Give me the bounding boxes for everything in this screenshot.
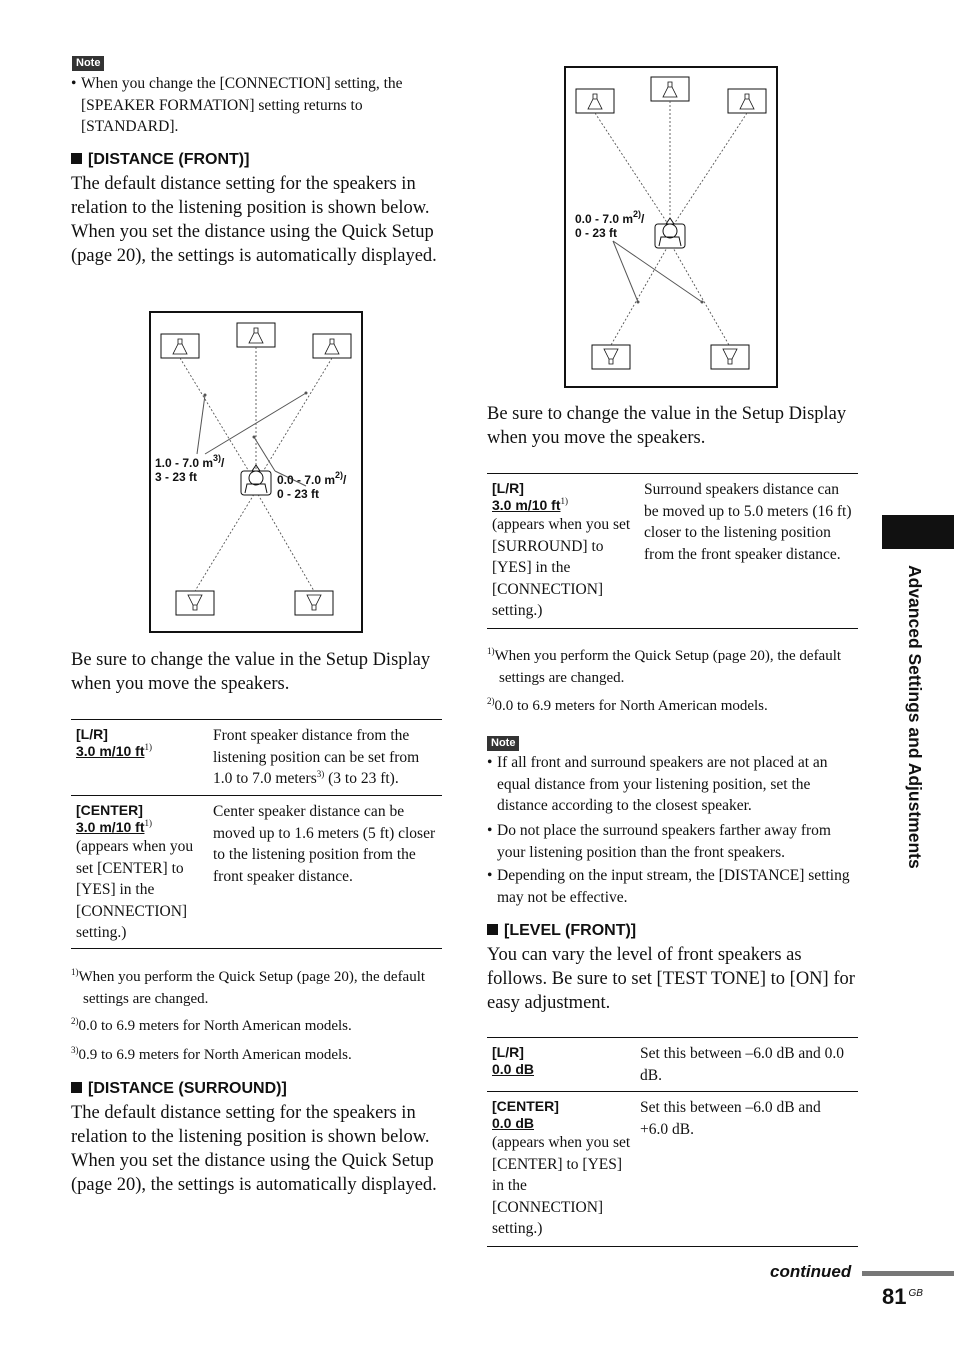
surround-right-speaker-icon (295, 591, 333, 615)
table-row (487, 1038, 858, 1091)
footnote-text: When you perform the Quick Setup (page 20), the default settings are changed. (494, 648, 842, 686)
front-distance-table (71, 719, 442, 949)
level-front-table (487, 1037, 858, 1247)
setting-default: 3.0 m/10 ft (492, 497, 561, 513)
heading-square-icon (487, 924, 498, 935)
setting-label: [CENTER] (76, 802, 143, 818)
surround-distance-table (487, 473, 858, 629)
row-setting (76, 726, 208, 760)
paragraph-level: You can vary the level of front speakers as follows. Be sure to set [TEST TONE] to [ON] for easy adjustment. (487, 945, 855, 1013)
paragraph-change-front: Be sure to change the value in the Setup Display when you move the speakers. (71, 650, 431, 694)
sup: 2) (335, 470, 344, 480)
row-description: Surround speakers distance can be moved up to 5.0 meters (16 ft) closer to the listening position from the front speaker distance. (644, 481, 852, 563)
row-description: Set this between –6.0 dB and +6.0 dB. (640, 1099, 821, 1138)
table-row (71, 795, 442, 947)
heading-square-icon (71, 153, 82, 164)
row-description: Center speaker distance can be moved up to 1.6 meters (5 ft) closer to the listening position from the front speaker distance. (213, 803, 436, 885)
sup: 1) (560, 496, 568, 506)
footnote-2 (487, 696, 861, 718)
footnote-2 (71, 1016, 443, 1038)
footnote-text: 0.0 to 6.9 meters for North American models. (494, 698, 768, 714)
table-row (487, 1091, 858, 1245)
footnote-3 (71, 1045, 443, 1067)
side-tab-block (882, 515, 954, 549)
surround-range-label (575, 209, 645, 240)
sup: 2) (633, 209, 642, 219)
side-tab-label: Advanced Settings and Adjustments (905, 565, 925, 869)
page-number (882, 1284, 923, 1310)
note-bullet: • Do not place the surround speakers farther away from your listening position than the front speakers. (487, 820, 863, 863)
paragraph-front: The default distance setting for the speakers in relation to the listening position is shown below. When you set the distance using the Quick Setup (page 20), the settings is automatically displayed. (71, 174, 437, 266)
range-text: 0 - 23 ft (277, 487, 320, 501)
heading-distance-front (71, 150, 249, 170)
row-description: Set this between –6.0 dB and 0.0 dB. (640, 1045, 845, 1084)
note-bullet: • When you change the [CONNECTION] setting, the [SPEAKER FORMATION] setting returns to [STANDARD]. (71, 73, 451, 138)
desc-text: Front speaker distance from the listening position can be set from 1.0 to 7.0 meters (213, 727, 420, 787)
setting-label: [L/R] (76, 726, 108, 742)
setting-label: [L/R] (492, 480, 524, 496)
row-description (213, 725, 439, 790)
table-row (71, 720, 442, 795)
note-bullet: • Depending on the input stream, the [DISTANCE] setting may not be effective. (487, 865, 863, 908)
setting-note: (appears when you set [CENTER] to [YES] in the [CONNECTION] setting.) (76, 838, 194, 941)
heading-text: [DISTANCE (SURROUND)] (88, 1080, 287, 1097)
range-slash: / (221, 456, 225, 470)
range-text: 3 - 23 ft (155, 470, 198, 484)
setting-label: [CENTER] (492, 1098, 559, 1114)
footnote-text: 0.0 to 6.9 meters for North American models. (78, 1018, 352, 1034)
setting-note: (appears when you set [SURROUND] to [YES] in the [CONNECTION] setting.) (492, 516, 631, 619)
setting-default: 0.0 dB (492, 1061, 535, 1077)
front-lr-range-label (155, 453, 225, 484)
range-slash: / (641, 212, 645, 226)
sup: 3) (71, 1045, 79, 1055)
sup: 1) (144, 818, 152, 828)
paragraph-change-surround: Be sure to change the value in the Setup Display when you move the speakers. (487, 404, 847, 448)
sup: 2) (487, 696, 495, 706)
sup: 2) (71, 1016, 79, 1026)
row-setting (492, 1044, 634, 1078)
center-speaker-icon (237, 323, 275, 347)
surround-left-speaker-icon (592, 345, 630, 369)
page-number-text: 81 (882, 1284, 907, 1309)
note-tag: Note (72, 56, 104, 71)
heading-text: [DISTANCE (FRONT)] (88, 151, 250, 168)
footnote-1 (487, 646, 861, 689)
heading-level-front (487, 921, 636, 941)
surround-left-speaker-icon (176, 591, 214, 615)
front-center-range-label (277, 470, 347, 501)
desc-text: (3 to 23 ft). (324, 770, 399, 787)
footnote-1 (71, 967, 443, 1010)
front-left-speaker-icon (161, 334, 199, 358)
setting-label: [L/R] (492, 1044, 524, 1060)
setting-default: 3.0 m/10 ft (76, 819, 145, 835)
sup: 3) (213, 453, 222, 463)
row-setting (492, 480, 640, 622)
sup: 1) (487, 646, 495, 656)
continued-label: continued (770, 1262, 852, 1281)
sup: 3) (316, 769, 325, 779)
setting-note: (appears when you set [CENTER] to [YES] in the [CONNECTION] setting.) (492, 1134, 631, 1237)
sup: 1) (71, 967, 79, 977)
continued-bar (862, 1271, 954, 1276)
front-left-speaker-icon (576, 89, 614, 113)
setting-default: 0.0 dB (492, 1115, 535, 1131)
table-row (487, 474, 858, 628)
heading-distance-surround (71, 1079, 287, 1099)
surround-right-speaker-icon (711, 345, 749, 369)
paragraph-surround: The default distance setting for the speakers in relation to the listening position is shown below. When you set the distance using the Quick Setup (page 20), the settings is automatically displayed. (71, 1103, 437, 1195)
row-setting (76, 802, 208, 944)
range-slash: / (343, 473, 347, 487)
setting-default: 3.0 m/10 ft (76, 743, 145, 759)
heading-square-icon (71, 1082, 82, 1093)
note-bullet: • If all front and surround speakers are not placed at an equal distance from your listening position, set the distance according to the closest speaker. (487, 752, 863, 817)
center-speaker-icon (651, 77, 689, 101)
footnote-text: When you perform the Quick Setup (page 20), the default settings are changed. (78, 969, 426, 1007)
range-text: 0.0 - 7.0 m (277, 473, 336, 487)
range-text: 0.0 - 7.0 m (575, 212, 634, 226)
front-right-speaker-icon (313, 334, 351, 358)
front-right-speaker-icon (728, 89, 766, 113)
footnote-text: 0.9 to 6.9 meters for North American models. (78, 1047, 352, 1063)
range-text: 0 - 23 ft (575, 226, 618, 240)
sup: 1) (144, 742, 152, 752)
range-text: 1.0 - 7.0 m (155, 456, 214, 470)
page-suffix: GB (908, 1288, 923, 1299)
note-tag: Note (487, 736, 519, 751)
heading-text: [LEVEL (FRONT)] (504, 922, 637, 939)
row-setting (492, 1098, 634, 1240)
